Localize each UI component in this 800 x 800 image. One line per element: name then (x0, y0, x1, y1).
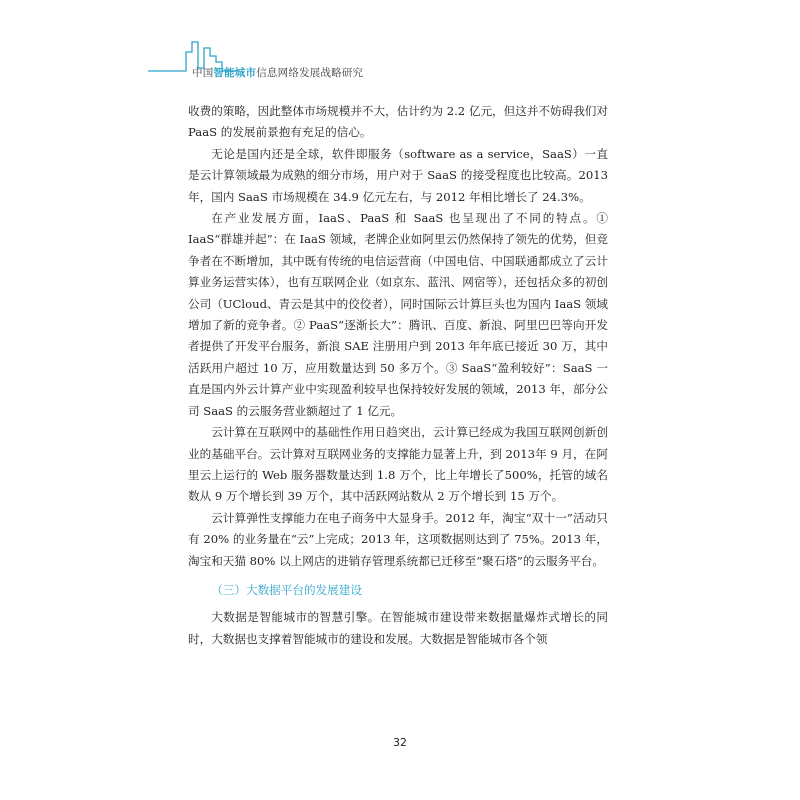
section-heading: （三）大数据平台的发展建设 (211, 582, 362, 597)
header-title-suffix: 信息网络发展战略研究 (256, 67, 364, 79)
paragraph-4: 云计算在互联网中的基础性作用日趋突出，云计算已经成为我国互联网创新创业的基础平台。云计算对互联网业务的支撑能力显著上升，到 2013年 9 月，在阿里云上运行的 Web 服务器数量达到 1.8 万个，比上年增长了500%，托管的域名数从 9 万个增长到 39 万个，其中活跃网站数从 2 万个增长到 15 万个。 (188, 425, 608, 504)
running-header (192, 65, 363, 80)
page-number: 32 (393, 736, 407, 749)
paragraph-6: 大数据是智能城市的智慧引擎。在智能城市建设带来数据量爆炸式增长的同时，大数据也支撑着智能城市的建设和发展。大数据是智能城市各个领 (188, 610, 608, 646)
body-text (188, 101, 608, 650)
paragraph-2: 无论是国内还是全球，软件即服务（software as a service，SaaS）一直是云计算领域最为成熟的细分市场，用户对于 SaaS 的接受程度也比较高。2013年，国内 SaaS 市场规模在 34.9 亿元左右，与 2012 年相比增长了 24.3%。 (188, 146, 608, 204)
paragraph-1: 收费的策略，因此整体市场规模并不大，估计约为 2.2 亿元，但这并不妨碍我们对 PaaS 的发展前景抱有充足的信心。 (188, 104, 608, 140)
paragraph-5: 云计算弹性支撑能力在电子商务中大显身手。2012 年，淘宝“双十一”活动只有 20% 的业务量在“云”上完成；2013 年，这项数据则达到了 75%。2013 年，淘宝和天猫 80% 以上网店的进销存管理系统都已迁移至“聚石塔”的云服务平台。 (188, 510, 608, 568)
paragraph-3: 在产业发展方面，IaaS、PaaS 和 SaaS 也呈现出了不同的特点。① IaaS“群雄并起”：在 IaaS 领域，老牌企业如阿里云仍然保持了领先的优势，但竞争者在不断增加，其中既有传统的电信运营商（中国电信、中国联通都成立了云计算业务运营实体），也有互联网企业（如京东、蓝汛、网宿等），还包括众多的初创公司（UCloud、青云是其中的佼佼者），同时国际云计算巨头也为国内 IaaS 领域增加了新的竞争者。② PaaS“逐渐长大”：腾讯、百度、新浪、阿里巴巴等向开发者提供了开发平台服务，新浪 SAE 注册用户到 2013 年年底已接近 30 万，其中活跃用户超过 10 万，应用数量达到 50 多万个。③ SaaS“盈利较好”：SaaS 一直是国内外云计算产业中实现盈利较早也保持较好发展的领域，2013 年，部分公司 SaaS 的云服务营业额超过了 1 亿元。 (188, 211, 608, 418)
header-title-accent: 智能城市 (213, 67, 257, 79)
header-title-prefix: 中国 (192, 67, 214, 79)
